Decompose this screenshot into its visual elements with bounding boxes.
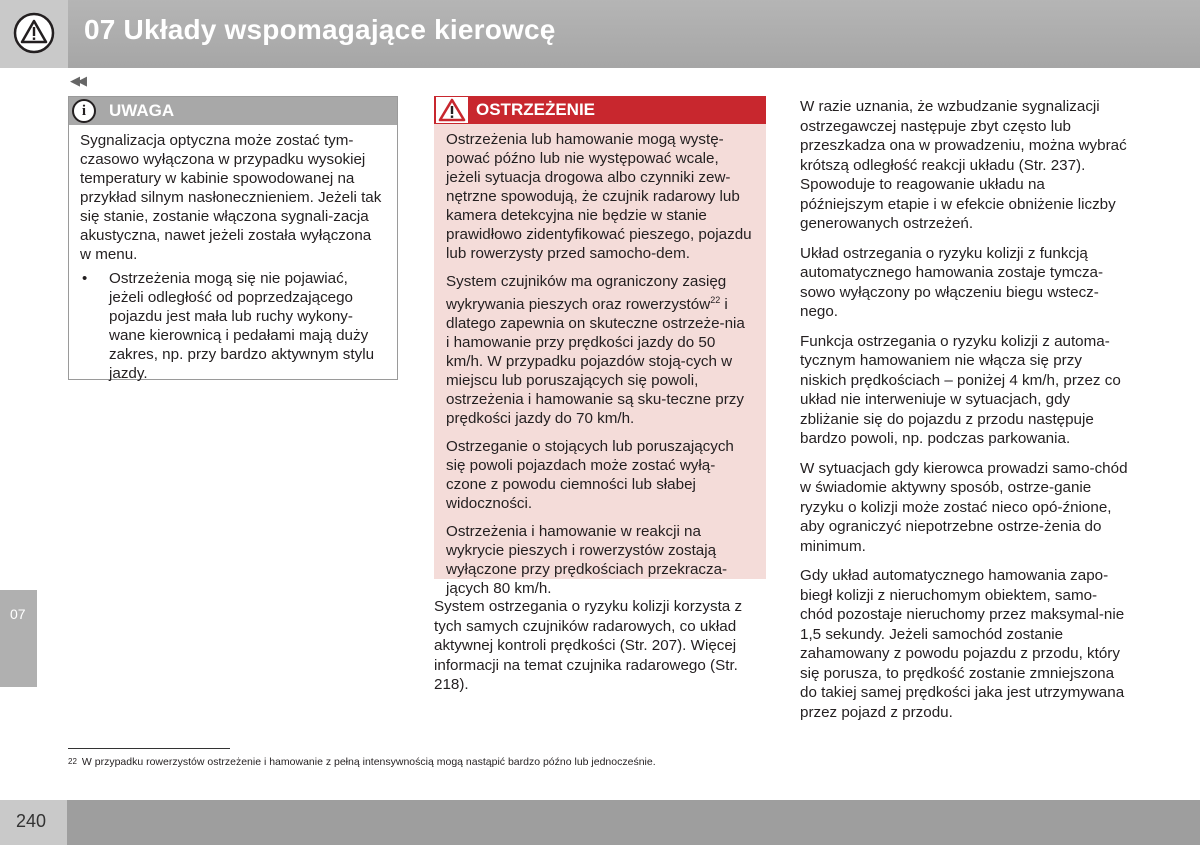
chapter-tab[interactable] (0, 590, 37, 687)
warning-label: OSTRZEŻENIE (476, 100, 596, 119)
chapter-tab-label: 07 (10, 606, 26, 622)
info-i-icon: i (72, 99, 96, 123)
warning-p2-text-a: System czujników ma ograniczony zasięg wykrywania pieszych oraz rowerzystów (446, 273, 727, 314)
warning-triangle-icon (436, 97, 468, 123)
note-bullet-list (80, 269, 386, 383)
col3-paragraph-5: Gdy układ automatycznego hamowania zapo-biegł kolizji z nieruchomym obiektem, samo-chód pozostaje nieruchomy przez maksymal-nie 1,5 sekundy. Jeżeli samochód zostanie zahamowany z powodu pojazdu z przodu, który się porusza, to prędkość zostanie zmniejszona do takiej samej prędkości jaka jest utrzymywana przez pojazd z przodu. (800, 567, 1125, 721)
warning-box (434, 96, 766, 598)
page-title: 07 Układy wspomagające kierowcę (84, 14, 556, 45)
warning-paragraph-4: Ostrzeżenia i hamowanie w reakcji na wykrycie pieszych i rowerzystów zostają wyłączone przy prędkościach przekracza-jących 80 km/h. (446, 523, 728, 598)
column-2-text (434, 597, 768, 695)
note-bullet-item: • Ostrzeżenia mogą się nie pojawiać, jeżeli odległość od poprzedzającego pojazdu jest mała lub ruchy wykony-wane kierownicą i pedałami mają duży zakres, np. przy bardzo aktywnym stylu jazdy. (109, 269, 386, 383)
col3-paragraph-3: Funkcja ostrzegania o ryzyku kolizji z automa-tycznym hamowaniem nie włącza się przy niskich prędkościach – poniżej 4 km/h, przez co układ nie interweniuje w sytuacjach, gdy zbliżanie się do pojazdu z przodu następuje bardzo powoli, np. podczas parkowania. (800, 332, 1121, 447)
col3-paragraph-4: W sytuacjach gdy kierowca prowadzi samo-chód w świadomie aktywny sposób, ostrze-ganie ryzyku o kolizji może zostać nieco opó-źnione, aby ograniczyć niepotrzebne ostrze-żenia do minimum. (800, 459, 1128, 555)
warning-paragraph-2 (446, 272, 752, 428)
footnote-divider (68, 748, 230, 749)
warning-p2-text-b: i dlatego zapewnia on skuteczne ostrzeże-nia i hamowanie przy prędkości jazdy do 50 km/h. W przypadku pojazdów stoją-cych w miejscu lub poruszających się powoli, ostrzeżenia i hamowanie są sku-teczne przy prędkości jazdy do 70 km/h. (446, 296, 745, 428)
col3-paragraph-2: Układ ostrzegania o ryzyku kolizji z funkcją automatycznego hamowania zostaje tymcza-sowo wyłączony po włączeniu biegu wstecz-nego. (800, 244, 1104, 320)
header-icon-box (0, 0, 68, 68)
note-box (68, 96, 398, 380)
col3-paragraph-1: W razie uznania, że wzbudzanie sygnalizacji ostrzegawczej następuje zbyt często lub przeszkadza ona w prowadzeniu, można wybrać krótszą odległość reakcji układu (Str. 237). Spowoduje to reagowanie układu na późniejszym etapie i w efekcie obniżenie liczby generowanych ostrzeżeń. (800, 98, 1127, 232)
footnote-text: W przypadku rowerzystów ostrzeżenie i hamowanie z pełną intensywnością mogą nastąpić bardzo późno lub jednocześnie. (81, 756, 656, 768)
note-paragraph: Sygnalizacja optyczna może zostać tym-czasowo wyłączona w przypadku wysokiej temperatury w kabinie spowodowanej na przykład silnym nasłonecznieniem. Jeżeli tak się stanie, zostanie włączona sygnali-zacja akustyczna, nawet jeżeli została wyłączona w menu. (80, 132, 382, 263)
warning-header (434, 96, 766, 124)
footnote-number: 22 (68, 757, 77, 766)
note-header (69, 97, 397, 125)
footnote-ref[interactable]: 22 (710, 295, 721, 305)
warning-paragraph-3: Ostrzeganie o stojących lub poruszających się powoli pojazdach może zostać wyłą-czone z powodu ciemności lub słabej widoczności. (446, 438, 734, 513)
note-label: UWAGA (109, 101, 175, 120)
col2-paragraph: System ostrzegania o ryzyku kolizji korzysta z tych samych czujników radarowych, co układ aktywnej kontroli prędkości (Str. 207). Więcej informacji na temat czujnika radarowego (Str. 218). (434, 598, 743, 693)
page-number: 240 (16, 811, 47, 831)
back-nav-arrows[interactable]: ◀◀ (70, 73, 84, 88)
header-bar (0, 0, 1200, 68)
footnote (68, 755, 656, 769)
warning-paragraph-1: Ostrzeżenia lub hamowanie mogą wystę-pować późno lub nie występować wcale, jeżeli sytuacja drogowa albo czynniki zew-nętrzne spowodują, że czujnik radarowy lub kamera detekcyjna nie będzie w stanie prawidłowo zidentyfikować pieszego, pojazdu lub rowerzysty przed samocho-dem. (446, 131, 752, 262)
column-3-text (800, 97, 1130, 732)
footer-bar (0, 800, 1200, 845)
warning-body (434, 124, 766, 598)
warning-triangle-circle-icon (13, 12, 55, 54)
note-body (69, 125, 397, 383)
page-number-box (0, 800, 67, 845)
